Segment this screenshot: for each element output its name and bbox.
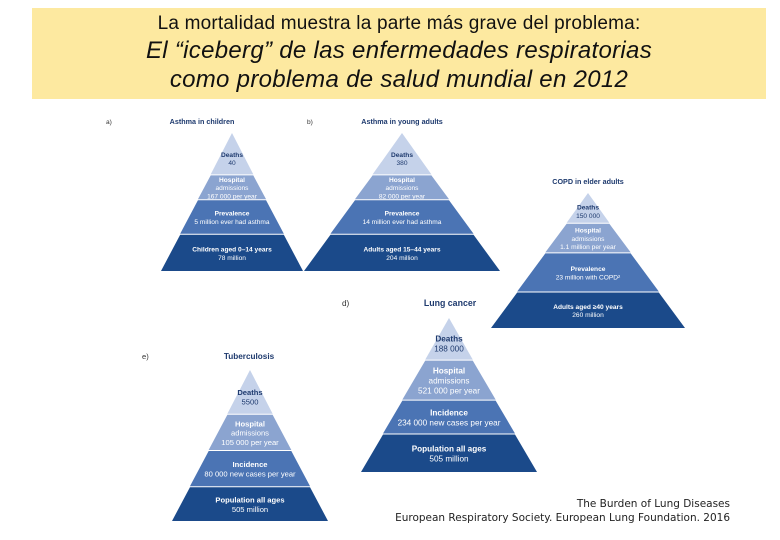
- pyramid-heading: COPD in elder adults: [552, 177, 624, 186]
- tier-2-text: Hospital: [432, 366, 466, 376]
- pyramid-letter: e): [142, 352, 149, 361]
- tier-2-text: admissions: [215, 185, 249, 193]
- tier-2-text: 167 000 per year: [207, 193, 257, 201]
- tier-2-text: Hospital: [388, 176, 416, 184]
- tier-1-text: Deaths: [221, 151, 243, 159]
- tier-3-text: Incidence: [430, 408, 468, 418]
- pyramid-asthma-young-adults: [304, 117, 500, 271]
- tier-2-text: Hospital: [235, 419, 265, 429]
- tier-1-text: Deaths: [435, 334, 463, 344]
- pyramid-letter: d): [342, 299, 350, 308]
- credit-line-1: The Burden of Lung Diseases: [576, 498, 730, 510]
- tier-3-text: Incidence: [232, 460, 268, 470]
- tier-4-text: Population all ages: [215, 495, 285, 505]
- pyramid-letter: a): [106, 119, 112, 126]
- tier-2-text: 1.1 million per year: [560, 244, 616, 252]
- tier-3-text: 23 million with COPD²: [555, 274, 621, 282]
- pyramid-heading: Lung cancer: [423, 298, 477, 308]
- tier-1-text: 40: [228, 160, 236, 168]
- tier-4-text: Adults aged ≥40 years: [553, 303, 623, 311]
- title-line-1: La mortalidad muestra la parte más grave del problema:: [157, 13, 641, 34]
- tier-2-text: admissions: [571, 235, 605, 243]
- tier-4-text: Adults aged 15–44 years: [363, 246, 441, 254]
- tier-1-text: 150 000: [576, 212, 600, 220]
- credit-line-2: European Respiratory Society. European Lung Foundation. 2016: [395, 512, 730, 524]
- tier-1-text: Deaths: [577, 204, 599, 212]
- tier-2-text: admissions: [385, 185, 419, 193]
- pyramid-asthma-children: [106, 117, 303, 271]
- title-line-2: El “iceberg” de las enfermedades respiratorias: [145, 37, 653, 64]
- tier-2-text: admissions: [231, 428, 269, 438]
- tier-3-text: 5 million ever had asthma: [194, 218, 270, 226]
- tier-3-text: Prevalence: [384, 210, 420, 218]
- pyramid-letter: b): [307, 119, 313, 126]
- tier-3-text: Prevalence: [570, 266, 606, 274]
- title-line-3: como problema de salud mundial en 2012: [169, 66, 629, 93]
- tier-4-text: Children aged 0–14 years: [192, 246, 272, 254]
- tier-1-text: 188 000: [434, 344, 464, 354]
- tier-3-text: Prevalence: [214, 210, 250, 218]
- tier-1-text: 380: [396, 160, 408, 168]
- tier-3-text: 234 000 new cases per year: [397, 418, 501, 428]
- tier-1-text: Deaths: [391, 151, 413, 159]
- tier-2-text: admissions: [428, 376, 470, 386]
- tier-2-text: Hospital: [218, 176, 246, 184]
- tier-1-text: Deaths: [237, 388, 263, 398]
- tier-2-text: Hospital: [574, 227, 602, 235]
- tier-4-text: 78 million: [218, 254, 246, 262]
- tier-3-text: 14 million ever had asthma: [362, 218, 442, 226]
- tier-4-text: 505 million: [231, 504, 269, 514]
- pyramid-copd-older-adults: [491, 177, 685, 328]
- tier-4-text: 505 million: [429, 454, 469, 464]
- tier-3-text: 80 000 new cases per year: [204, 469, 296, 479]
- tier-2-text: 105 000 per year: [221, 437, 279, 447]
- tier-2-text: 521 000 per year: [418, 386, 480, 396]
- tier-4-text: Population all ages: [411, 444, 487, 454]
- source-credit: [395, 497, 730, 525]
- tier-1-text: 5500: [241, 397, 259, 407]
- pyramid-heading: Asthma in young adults: [361, 117, 443, 126]
- pyramid-heading: Asthma in children: [169, 117, 235, 126]
- tier-2-text: 82 000 per year: [378, 193, 426, 201]
- pyramid-heading: Tuberculosis: [223, 352, 275, 361]
- tier-4-text: 260 million: [572, 312, 604, 320]
- tier-4-text: 204 million: [386, 254, 418, 262]
- pyramid-tuberculosis: [142, 352, 328, 521]
